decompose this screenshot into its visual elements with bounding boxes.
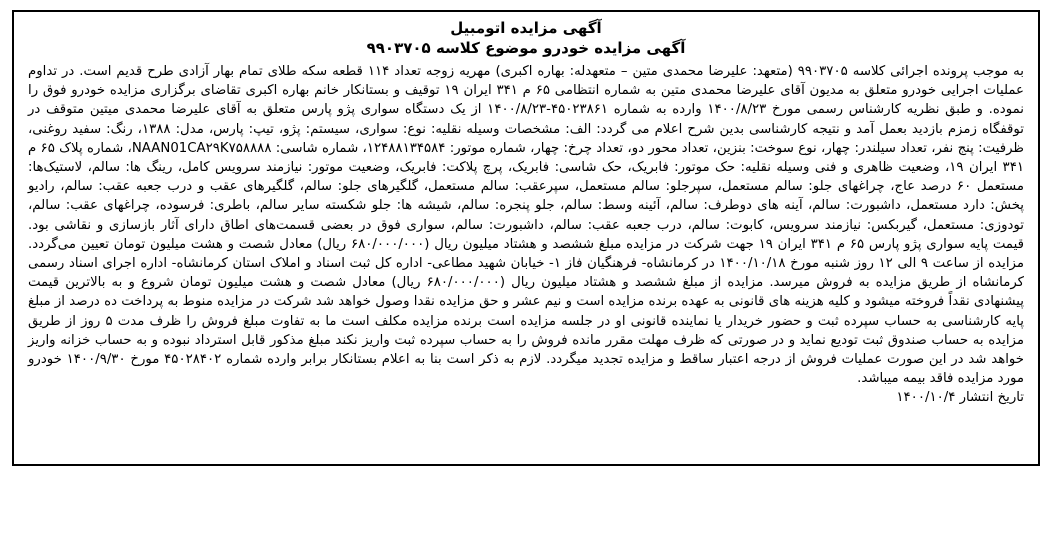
auction-notice (12, 10, 1040, 466)
notice-title: آگهی مزایده اتومبیل (450, 19, 602, 37)
notice-subtitle: آگهی مزایده خودرو موضوع کلاسه ۹۹۰۳۷۰۵ (366, 39, 686, 57)
publish-date: تاریخ انتشار ۱۴۰۰/۱۰/۴ (896, 390, 1024, 406)
notice-body: به موجب پرونده اجرائی کلاسه ۹۹۰۳۷۰۵ (متعهد: علیرضا محمدی متین – متعهدله: بهاره اکبری) مهریه زوجه تعداد ۱۱۴ قطعه سکه طلای تمام بهار آزادی طرح قدیم است. در تداوم عملیات اجرایی خودرو متعلق به مدیون آقای علیرضا محمدی متین به شماره انتظامی ۶۵ م ۳۴۱ ایران ۱۹ توقیف و بستانکار خانم بهاره اکبری تقاضای برگزاری مزایده خودرو فوق را نموده. و طبق نظریه کارشناس رسمی مورخ ۱۴۰۰/۸/۲۳ وارده به شماره ۴۵۰۲۳۸۶۱-۱۴۰۰/۸/۲۳ از یک دستگاه سواری پژو پارس متعلق به آقای علیرضا محمدی میتین متوقف در توقفگاه زمزم بازدید بعمل آمد و نتیجه کارشناسی بدین شرح اعلام می گردد: الف: مشخصات وسیله نقلیه: نوع: سواری، سیستم: پژو، تیپ: پارس، مدل: ۱۳۸۸، رنگ: سفید روغنی، ظرفیت: پنج نفر، تعداد سیلندر: چهار، نوع سوخت: بنزین، تعداد محور دو، تعداد چرخ: چهار، شماره موتور: ۱۲۴۸۸۱۳۴۵۸۴، شماره شاسی: NAAN01CA۲۹K۷۵۸۸۸۸، شماره پلاک ۶۵ م ۳۴۱ ایران ۱۹، وضعیت ظاهری و فنی وسیله نقلیه: حک موتور: فابریک، حک شاسی: فابریک، پرچ پلاکت: فابریک، وضعیت موتور: نیازمند سرویس کامل، رینگ ها: سالم، لاستیک‌ها: مستعمل ۶۰ درصد عاج، چراغهای جلو: سالم مستعمل، سپرجلو: سالم مستعمل، سپرعقب: سالم مستعمل، گلگیرهای جلو: سالم، گلگیرهای عقب و درب جعبه عقب: سالم، رادیو پخش: دارد مستعمل، داشبورت: سالم، آینه های دوطرف: سالم، آئینه وسط: سالم، جلو پنجره: سالم، شیشه ها: جلو شکسته سایر سالم، باطری: فرسوده، چراغهای عقب: سالم، تودوزی: مستعمل، گیربکس: نیازمند سرویس، کابوت: سالم، درب جعبه عقب: سالم، داشبورت: سالم، سواری فوق در بعضی قسمت‌های اطاق دارای آثار بازسازی و نقاشی بود. قیمت پایه سواری پژو پارس ۶۵ م ۳۴۱ ایران ۱۹ جهت شرکت در مزایده مبلغ ششصد و هشتاد میلیون ریال (۶۸۰/۰۰۰/۰۰۰ ریال) معادل شصت و هشت میلیون تومان تعیین می‌گردد. مزایده از ساعت ۹ الی ۱۲ روز شنبه مورخ ۱۴۰۰/۱۰/۱۸ در کرمانشاه- فرهنگیان فاز ۱- خیابان شهید مطاعی- اداره کل ثبت اسناد و املاک استان کرمانشاه- اداره اجرای اسناد رسمی کرمانشاه از طریق مزایده به فروش میرسد. مزایده از مبلغ ششصد و هشتاد میلیون ریال (۶۸۰/۰۰۰/۰۰۰ ریال) معادل شصت و هشت میلیون تومان شروع و به بالاترین قیمت پیشنهادی نقداً فروخته میشود و کلیه هزینه های قانونی به عهده برنده مزایده است و نیم عشر و حق مزایده نقدا وصول خواهد شد شرکت در مزایده منوط به پرداخت ده درصد از مبلغ پایه کارشناسی به حساب سپرده ثبت و حضور خریدار یا نماینده قانونی او در جلسه مزایده است برنده مزایده مکلف است ما به تفاوت مبلغ فروش را ظرف مدت ۵ روز از طریق مزایده به حساب صندوق ثبت تودیع نماید و در صورتی که ظرف مهلت مقرر مانده فروش را به حساب سپرده ثبت واریز نکند مبلغ مذکور قابل استرداد نبوده و به حساب خزانه واریز خواهد شد در این صورت عملیات فروش از درجه اعتبار ساقط و مزایده تجدید میگردد. لازم به ذکر است بنا به اعلام بستانکار برابر وارده شماره ۴۵۰۲۸۴۰۲ مورخ ۱۴۰۰/۹/۳۰ خودرو مورد مزایده فاقد بیمه میباشد. (28, 64, 1024, 387)
